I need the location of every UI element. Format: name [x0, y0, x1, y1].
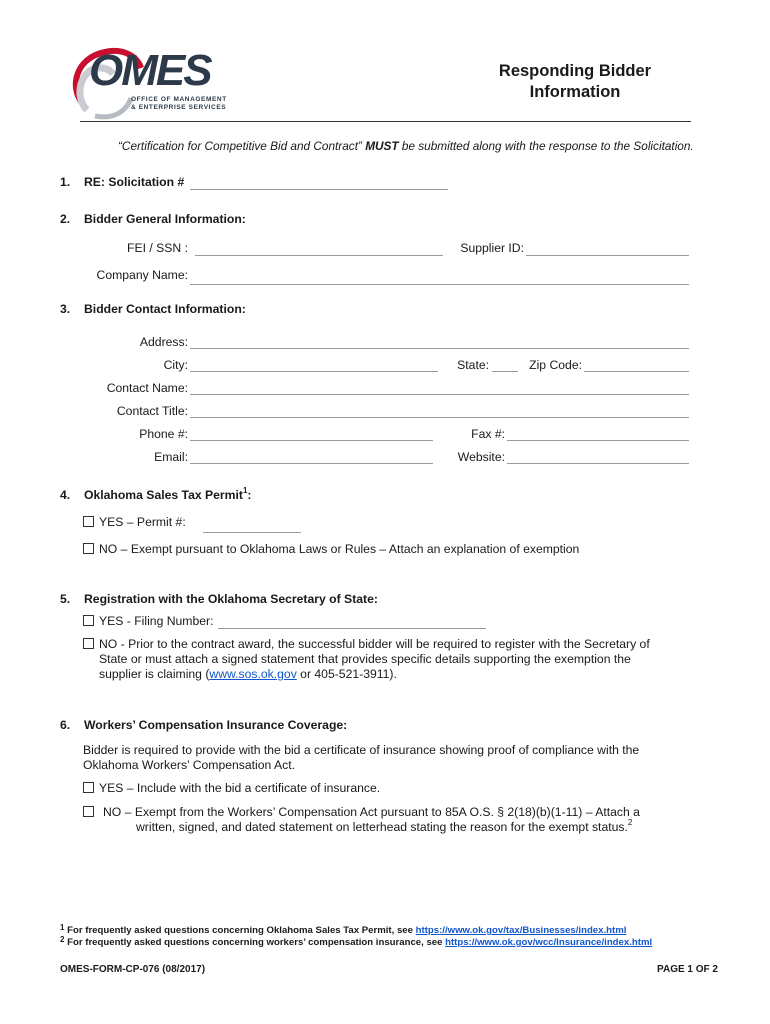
permit-number-field[interactable]: [203, 532, 301, 533]
s4-num: 4.: [60, 488, 71, 502]
wc-yes-checkbox[interactable]: [83, 782, 94, 793]
page-number: PAGE 1 OF 2: [657, 964, 718, 975]
s2-label: Bidder General Information:: [84, 212, 246, 226]
zip-field[interactable]: [584, 371, 689, 372]
tax-permit-no-label: NO – Exempt pursuant to Oklahoma Laws or Rules – Attach an explanation of exemption: [99, 542, 580, 556]
wc-no-line1: NO – Exempt from the Workers’ Compensation Act pursuant to 85A O.S. § 2(18)(b)(1-11) – Attach a: [103, 805, 640, 819]
fei-field[interactable]: [195, 255, 443, 256]
s4-footnote-ref: 1: [242, 486, 248, 495]
footnote-1-text: For frequently asked questions concerning Oklahoma Sales Tax Permit, see: [67, 925, 416, 936]
header-rule: [80, 121, 691, 122]
sos-yes-checkbox[interactable]: [83, 615, 94, 626]
state-label: State:: [457, 358, 489, 372]
phone-label: Phone #:: [139, 427, 188, 441]
contact-name-label: Contact Name:: [106, 381, 188, 395]
s1-num: 1.: [60, 175, 71, 189]
tax-permit-yes-label: YES – Permit #:: [99, 515, 186, 529]
s5-label: Registration with the Oklahoma Secretary of State:: [84, 592, 378, 606]
wc-footnote-ref: 2: [627, 818, 633, 827]
phone-field[interactable]: [190, 440, 433, 441]
wc-yes-label: YES – Include with the bid a certificate of insurance.: [99, 781, 381, 795]
s6-para-line2: Oklahoma Workers’ Compensation Act.: [83, 758, 296, 772]
intro-must: MUST: [365, 139, 399, 153]
s4-label-text: Oklahoma Sales Tax Permit: [84, 488, 243, 502]
sos-no-line2: State or must attach a signed statement that provides specific details supporting the exemption the: [99, 652, 631, 666]
fax-field[interactable]: [507, 440, 689, 441]
sos-yes-label: YES - Filing Number:: [99, 614, 214, 628]
filing-number-field[interactable]: [218, 628, 486, 629]
email-field[interactable]: [190, 463, 433, 464]
s1-label: RE: Solicitation #: [84, 175, 185, 189]
state-field[interactable]: [492, 371, 518, 372]
fax-label: Fax #:: [471, 427, 505, 441]
supplier-label: Supplier ID:: [460, 241, 524, 255]
contact-name-field[interactable]: [190, 394, 689, 395]
sos-link[interactable]: www.sos.ok.gov: [209, 667, 297, 681]
s4-label: [84, 488, 251, 502]
supplier-field[interactable]: [526, 255, 689, 256]
email-label: Email:: [154, 450, 188, 464]
company-field[interactable]: [190, 284, 689, 285]
sos-no-line1: NO - Prior to the contract award, the successful bidder will be required to register with the Secretary of: [99, 637, 650, 651]
city-label: City:: [163, 358, 188, 372]
page-title-line2: Information: [529, 83, 621, 101]
footnote-1-link[interactable]: https://www.ok.gov/tax/Businesses/index.html: [415, 925, 627, 936]
solicitation-field[interactable]: [190, 189, 448, 190]
logo-subtitle-1: OFFICE OF MANAGEMENT: [131, 96, 227, 103]
footnote-1-num: 1: [60, 923, 65, 932]
page-title-line1: Responding Bidder: [498, 62, 652, 80]
sos-no-line3-pre: supplier is claiming (: [99, 667, 210, 681]
contact-title-label: Contact Title:: [116, 404, 188, 418]
tax-permit-no-checkbox[interactable]: [83, 543, 94, 554]
sos-no-line3: [99, 667, 397, 681]
footnote-2-link[interactable]: https://www.ok.gov/wcc/Insurance/index.html: [445, 937, 653, 948]
website-field[interactable]: [507, 463, 689, 464]
s3-num: 3.: [60, 302, 71, 316]
contact-title-field[interactable]: [190, 417, 689, 418]
form-id: OMES-FORM-CP-076 (08/2017): [60, 964, 206, 975]
sos-no-checkbox[interactable]: [83, 638, 94, 649]
footnote-1: [60, 925, 626, 936]
s6-num: 6.: [60, 718, 71, 732]
s6-label: Workers’ Compensation Insurance Coverage:: [84, 718, 348, 732]
intro-text: [118, 139, 694, 153]
sos-no-line3-post: or 405-521-3911).: [296, 667, 397, 681]
logo-subtitle-2: & ENTERPRISE SERVICES: [131, 104, 227, 111]
s6-para-line1: Bidder is required to provide with the bid a certificate of insurance showing proof of compliance with the: [83, 743, 640, 757]
intro-part1: “Certification for Competitive Bid and Contract”: [118, 139, 366, 153]
s3-label: Bidder Contact Information:: [84, 302, 246, 316]
tax-permit-yes-checkbox[interactable]: [83, 516, 94, 527]
address-label: Address:: [139, 335, 188, 349]
zip-label: Zip Code:: [529, 358, 582, 372]
website-label: Website:: [457, 450, 505, 464]
s2-num: 2.: [60, 212, 71, 226]
address-field[interactable]: [190, 348, 689, 349]
s5-num: 5.: [60, 592, 71, 606]
logo-wordmark: OMES: [89, 46, 211, 95]
wc-no-checkbox[interactable]: [83, 806, 94, 817]
city-field[interactable]: [190, 371, 438, 372]
company-label: Company Name:: [96, 268, 188, 282]
footnote-2-text: For frequently asked questions concerning workers’ compensation insurance, see: [67, 937, 446, 948]
wc-no-line2-text: written, signed, and dated statement on letterhead stating the reason for the exempt status.: [136, 820, 628, 834]
footnote-2: [60, 937, 652, 948]
s4-label-colon: :: [247, 488, 252, 502]
intro-part2: be submitted along with the response to the Solicitation.: [398, 139, 694, 153]
wc-no-line2: [136, 820, 632, 834]
fei-label: FEI / SSN :: [127, 241, 188, 255]
omes-logo: [65, 40, 240, 120]
footnote-2-num: 2: [60, 935, 65, 944]
